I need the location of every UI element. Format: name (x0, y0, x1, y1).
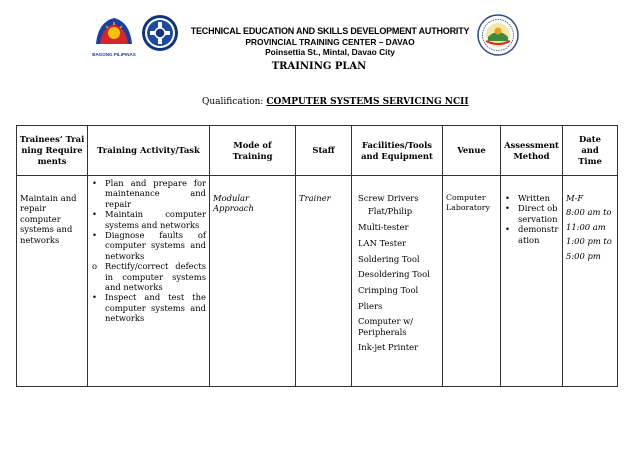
document-title: TRAINING PLAN (271, 61, 367, 72)
activity-text: Plan and prepare for maintenance and repair (105, 178, 206, 209)
cell-assessment (501, 176, 563, 387)
col-training-activity: Training Activity/Task (88, 126, 210, 176)
col-staff: Staff (296, 126, 352, 176)
tool-item: LAN Tester (358, 237, 407, 248)
tool-item: Soldering Tool (358, 253, 420, 264)
tool-item: Computer w/ Peripherals (358, 316, 414, 337)
activity-item (91, 209, 206, 230)
activity-text: Inspect and test the computer systems and networks (105, 292, 206, 324)
bullet-icon: • (92, 209, 97, 220)
cell-venue: Computer Laboratory (443, 176, 501, 387)
col-mode-of-training: Mode of Training (210, 126, 296, 176)
cell-trainees: Maintain and repair computer systems and networks (17, 176, 88, 387)
cell-tools (352, 176, 443, 387)
date-line: 11:00 am (566, 221, 606, 232)
logo-caption: BAGONG PILIPINAS (92, 52, 136, 57)
tool-item: Ink-jet Printer (358, 342, 419, 353)
center-name: PROVINCIAL TRAINING CENTER – DAVAO (245, 36, 415, 47)
date-line: 8:00 am to (566, 207, 612, 218)
bagong-pilipinas-logo (92, 14, 136, 56)
assessment-item (504, 224, 559, 245)
tool-item: Crimping Tool (358, 284, 419, 295)
col-facilities: Facilities/Tools and Equipment (352, 126, 443, 176)
date-line: M-F (566, 193, 584, 203)
activity-text: Maintain computer systems and networks (105, 209, 206, 230)
header-row (17, 126, 618, 176)
date-line: 1:00 pm to (566, 236, 612, 247)
col-assessment: Assessment Method (501, 126, 563, 176)
activity-text: Diagnose faults of computer systems and networks (105, 230, 206, 261)
tool-item: Pliers (358, 300, 383, 311)
circle-bullet-icon: o (92, 261, 98, 272)
assessment-text: Written (518, 193, 550, 203)
activity-item (91, 230, 206, 261)
date-list (563, 176, 617, 268)
bullet-icon: • (92, 230, 97, 241)
col-venue: Venue (443, 126, 501, 176)
ptc-davao-seal (476, 13, 520, 57)
activity-list (91, 178, 206, 324)
tool-item: Screw Drivers (358, 193, 419, 203)
activity-text: Rectify/correct defects in computer systems and networks (105, 261, 206, 293)
bullet-icon: • (92, 178, 97, 188)
bullet-icon: • (505, 203, 510, 214)
agency-header (180, 26, 480, 58)
cell-staff: Trainer (296, 176, 352, 387)
table-row (17, 176, 618, 387)
qualification-line (202, 97, 469, 107)
tool-item: Multi-tester (358, 222, 409, 233)
activity-item (91, 292, 206, 323)
tool-item: Desoldering Tool (358, 269, 430, 280)
date-line: 5:00 pm (566, 250, 601, 261)
assessment-text: Direct observation (518, 203, 558, 224)
tools-list (352, 176, 442, 361)
assessment-text: demonstration (518, 224, 559, 245)
qualification-value: COMPUTER SYSTEMS SERVICING NCII (266, 97, 469, 107)
training-plan-table (16, 125, 618, 387)
assessment-item (504, 193, 559, 203)
activity-item (91, 178, 206, 209)
center-address: Poinsettia St., Mintal, Davao City (265, 47, 395, 57)
activity-item (91, 261, 206, 292)
qualification-label: Qualification: (202, 97, 264, 107)
tesda-logo (141, 14, 179, 52)
col-trainees-requirements: Trainees’ Training Requirements (17, 126, 88, 176)
cell-mode: Modular Approach (210, 176, 296, 387)
assessment-item (504, 203, 559, 224)
bullet-icon: • (505, 193, 510, 203)
assessment-list (504, 193, 559, 245)
bullet-icon: • (92, 292, 97, 303)
cell-activities (88, 176, 210, 387)
bullet-icon: • (505, 224, 510, 235)
tool-item: Flat/Philip (368, 206, 413, 217)
col-date-time: Date and Time (563, 126, 618, 176)
agency-name: TECHNICAL EDUCATION AND SKILLS DEVELOPMENT AUTHORITY (190, 26, 470, 36)
cell-date (563, 176, 618, 387)
